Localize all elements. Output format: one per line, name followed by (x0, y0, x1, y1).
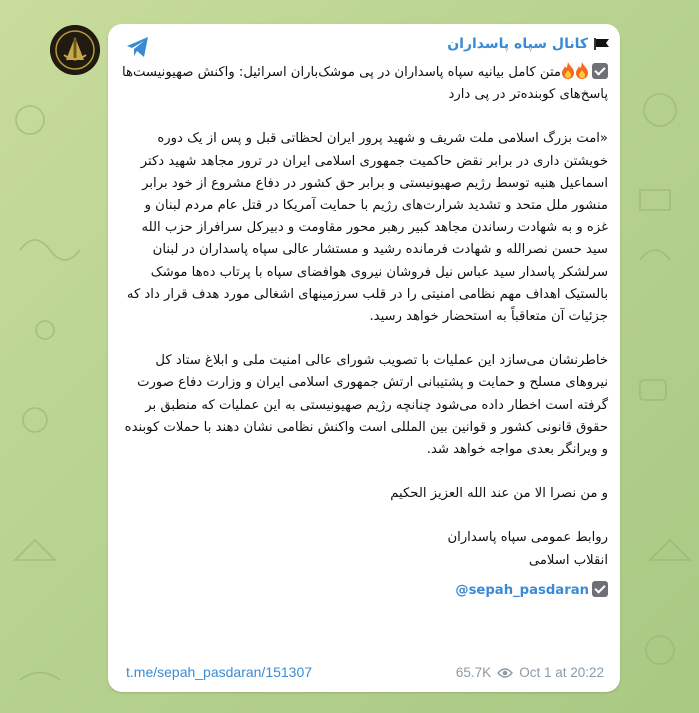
check-mark-icon (592, 581, 608, 597)
message-timestamp: Oct 1 at 20:22 (519, 665, 604, 680)
fire-icon (575, 62, 589, 79)
post-link[interactable]: t.me/sepah_pasdaran/151307 (126, 664, 313, 680)
message-meta (456, 665, 604, 680)
channel-handle-line (122, 580, 608, 602)
black-flag-icon (594, 38, 610, 50)
signature-line-1: روابط عمومی سپاه پاسداران (447, 530, 608, 546)
signature-line-2: انقلاب اسلامی (528, 552, 608, 568)
fire-icon (561, 62, 575, 79)
message-paragraph-1: «امت بزرگ اسلامی ملت شریف و شهید پرور ایران لحظاتی قبل و پس از یک دوره خویشتن داری در برابر نقض حاکمیت جمهوری اسلامی ایران در ترور مجاهد شهید دکتر اسماعیل هنیه توسط رژیم صهیونیستی و برابر حق کشور در دفاع مشروع از خود برابر منشور ملل متحد و تشدید شرارت‌های رژیم با حمایت آمریکا در قتل عام مردم لبنان و غزه و به شهادت رساندن مجاهد کبیر رهبر محور مقاومت و دبیرکل سرافراز حزب الله سید حسن نصرالله و شهادت فرمانده رشید و مستشار عالی سپاه پاسداران در لبنان سرلشکر پاسدار سید عباس نیل فروشان نیروی هوافضای سپاه با پرتاب ده‌ها موشک بالستیک اهداف مهم نظامی امنیتی را در قلب سرزمینهای اشغالی مورد هدف قرار داد که جزئیات آن متعاقباً به استحضار خواهد رسید. (126, 131, 608, 325)
telegram-share-icon[interactable] (126, 36, 150, 58)
message-title: متن کامل بیانیه سپاه پاسداران در پی موشک‌باران اسرائیل: واکنش صهیونیست‌ها پاسخ‌های کوبنده‌تر در پی دارد (121, 65, 608, 103)
message-bubble (108, 24, 620, 692)
check-mark-icon (592, 63, 608, 79)
message-paragraph-3: و من نصرا الا من عند الله العزیز الحکیم (390, 486, 608, 502)
channel-header (447, 36, 610, 52)
view-count: 65.7K (455, 665, 492, 680)
irgc-logo-icon (50, 25, 100, 75)
eye-icon (497, 667, 513, 679)
message-text (122, 62, 608, 602)
channel-handle-link[interactable]: sepah_pasdaran@ (455, 582, 589, 598)
message-paragraph-2: خاطرنشان می‌سازد این عملیات با تصویب شورای عالی امنیت ملی و ابلاغ ستاد کل نیروهای مسلح و حمایت و پشتیبانی ارتش جمهوری اسلامی ایران و وزارت دفاع صورت گرفته است اخطار داده می‌شود چنانچه رژیم صهیونیستی به این عملیات که منطبق بر حقوق قانونی کشور و قوانین بین المللی است واکنش نظامی نشان دهند با حملات کوبنده و ویرانگر بعدی مواجه خواهد شد. (124, 353, 608, 458)
channel-name[interactable]: کانال سپاه پاسداران (447, 36, 588, 52)
channel-avatar[interactable] (50, 25, 100, 75)
message-title-paragraph (122, 62, 608, 106)
